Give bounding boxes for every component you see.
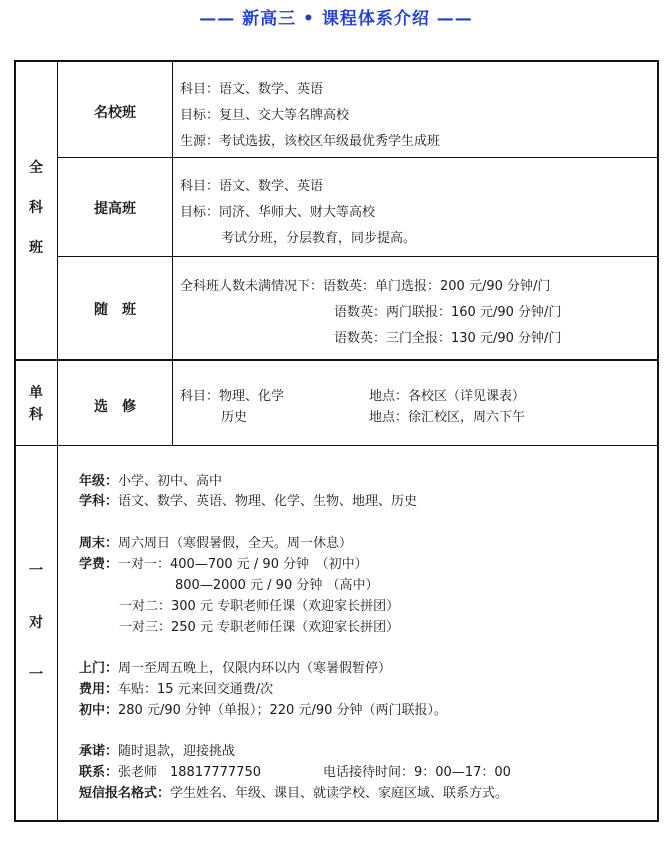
info-line: 历史	[221, 410, 248, 425]
info-line: 初中：280 元/90 分钟（单报）；220 元/90 分钟（两门联报）。	[79, 703, 448, 718]
phone-hours: 电话接待时间：9：00—17：00	[323, 765, 511, 780]
class-name-casual: 随 班	[94, 302, 136, 318]
info-line: 生源：考试选拔，该校区年级最优秀学生成班	[180, 134, 441, 149]
info-line: 一对三：250 元 专职老师任课（欢迎家长拼团）	[119, 620, 400, 635]
info-line: 一对二：300 元 专职老师任课（欢迎家长拼团）	[119, 599, 400, 614]
class-name-top: 名校班	[94, 105, 136, 121]
info-line: 联系：张老师 18817777750	[79, 765, 261, 780]
class-name-advanced: 提高班	[94, 201, 136, 217]
category-label-one-on-one: 一 对 一	[29, 563, 43, 683]
divider	[57, 157, 659, 158]
info-line: 年级：小学、初中、高中	[79, 474, 223, 489]
info-line: 考试分班，分层教育，同步提高。	[221, 231, 417, 246]
info-line: 科目：语文、数学、英语	[180, 179, 324, 194]
info-line: 承诺：随时退款，迎接挑战	[79, 744, 236, 759]
info-line: 学科：语文、数学、英语、物理、化学、生物、地理、历史	[79, 494, 418, 509]
divider	[57, 256, 659, 257]
info-line: 地点：各校区（详见课表）	[369, 389, 526, 404]
info-line: 上门：周一至周五晚上，仅限内环以内（寒暑假暂停）	[79, 661, 392, 676]
info-line: 地点：徐汇校区，周六下午	[369, 410, 526, 425]
info-line: 语数英：两门联报：160 元/90 分钟/门	[334, 305, 562, 320]
info-line: 全科班人数未满情况下：语数英：单门选报：200 元/90 分钟/门	[180, 279, 551, 294]
class-name-elective: 选 修	[94, 399, 136, 415]
category-label-single: 单 科	[29, 385, 43, 423]
divider	[172, 60, 173, 446]
page-title: —— 新高三 • 课程体系介绍 ——	[199, 9, 473, 29]
info-line: 语数英：三门全报：130 元/90 分钟/门	[334, 331, 562, 346]
info-line: 800—2000 元 / 90 分钟 （高中）	[175, 578, 379, 593]
info-line: 目标：同济、华师大、财大等高校	[180, 205, 376, 220]
info-line: 费用：车贴：15 元来回交通费/次	[79, 682, 274, 697]
info-line: 科目：语文、数学、英语	[180, 82, 324, 97]
divider	[57, 60, 58, 822]
info-line: 目标：复旦、交大等名牌高校	[180, 108, 350, 123]
divider	[14, 445, 659, 446]
info-line: 学费：一对一：400—700 元 / 90 分钟 （初中）	[79, 557, 368, 572]
info-line: 短信报名格式：学生姓名、年级、课目、就读学校、家庭区域、联系方式。	[79, 786, 509, 801]
info-line: 科目：物理、化学	[180, 389, 285, 404]
divider	[14, 359, 659, 361]
category-label-full: 全 科 班	[29, 160, 43, 256]
info-line: 周末：周六周日（寒假暑假，全天。周一休息）	[79, 536, 353, 551]
